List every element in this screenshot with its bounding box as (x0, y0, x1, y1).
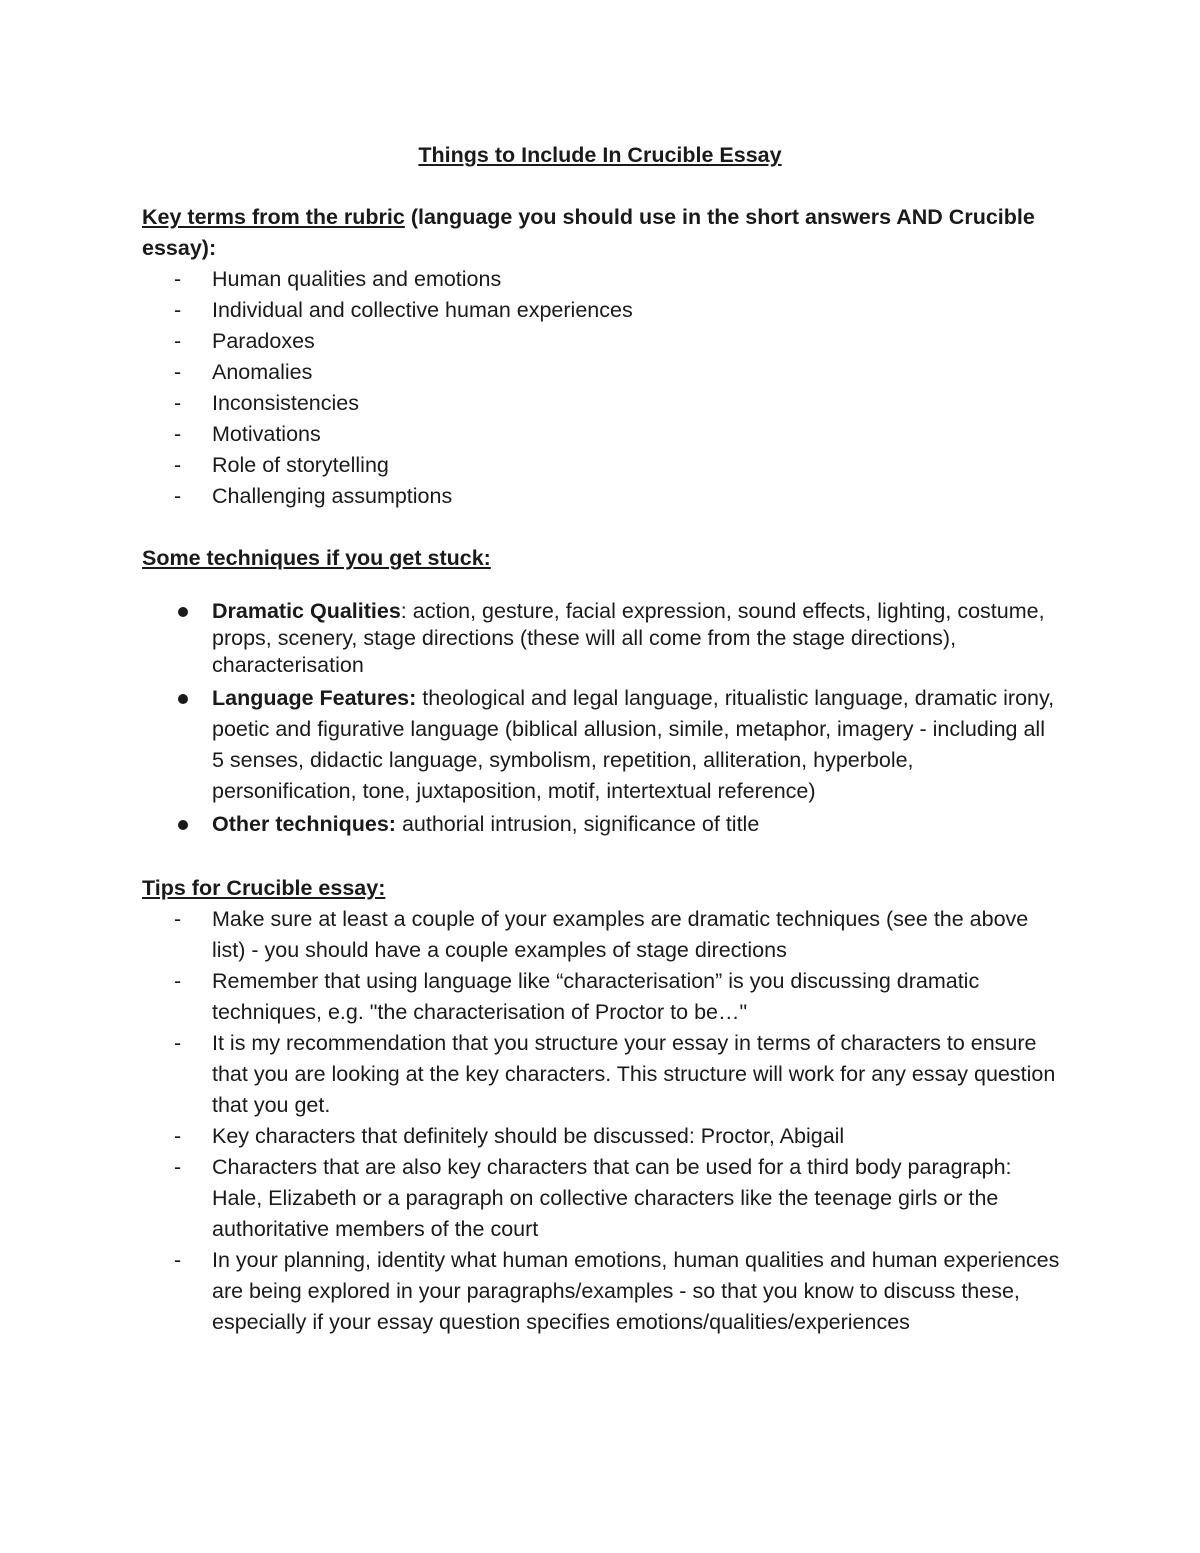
bullet-icon (178, 607, 188, 617)
techniques-list (142, 598, 1062, 838)
list-item: - Characters that are also key characters that can be used for a third body paragraph: Hale, Elizabeth or a paragraph on collective characters like the teenage girls or the authoritative members of the court (142, 1152, 1062, 1245)
key-terms-heading-underlined: Key terms from the rubric (142, 205, 405, 229)
list-item: - Anomalies (142, 357, 1062, 388)
key-terms-heading (142, 202, 1062, 264)
spacer (142, 842, 1062, 873)
spacer (142, 574, 1062, 598)
document-title: Things to Include In Crucible Essay (418, 143, 782, 167)
technique-label: Other techniques: (212, 812, 396, 836)
list-item: - Role of storytelling (142, 450, 1062, 481)
list-item: - Inconsistencies (142, 388, 1062, 419)
list-item: - It is my recommendation that you structure your essay in terms of characters to ensure that you are looking at the key characters. This structure will work for any essay question that you get. (142, 1028, 1062, 1121)
tips-heading-text: Tips for Crucible essay: (142, 876, 386, 900)
key-terms-list (142, 264, 1062, 512)
technique-text: authorial intrusion, significance of title (395, 812, 760, 836)
list-item: - Challenging assumptions (142, 481, 1062, 512)
techniques-heading (142, 543, 1062, 574)
list-item: - In your planning, identity what human emotions, human qualities and human experiences are being explored in your paragraphs/examples - so that you know to discuss these, especially if your essay question specifies emotions/qualities/experiences (142, 1245, 1062, 1338)
spacer (142, 512, 1062, 543)
technique-item-dramatic-qualities (142, 598, 1062, 679)
technique-item-other-techniques (142, 811, 1062, 838)
tips-heading (142, 873, 1062, 904)
techniques-heading-text: Some techniques if you get stuck: (142, 546, 491, 570)
bullet-icon (178, 694, 188, 704)
list-item: - Paradoxes (142, 326, 1062, 357)
list-item: - Remember that using language like “characterisation” is you discussing dramatic techniques, e.g. "the characterisation of Proctor to be…" (142, 966, 1062, 1028)
technique-label: Language Features: (212, 686, 417, 710)
list-item: - Human qualities and emotions (142, 264, 1062, 295)
tips-list (142, 904, 1062, 1338)
document-page (142, 140, 1062, 1338)
technique-item-language-features (142, 683, 1062, 807)
list-item: - Key characters that definitely should be discussed: Proctor, Abigail (142, 1121, 1062, 1152)
list-item: - Individual and collective human experiences (142, 295, 1062, 326)
list-item: - Motivations (142, 419, 1062, 450)
technique-text: theological and legal language, ritualistic language, dramatic irony, poetic and figurative language (biblical allusion, simile, metaphor, imagery - including all 5 senses, didactic language, symbolism, repetition, alliteration, hyperbole, personification, tone, juxtaposition, motif, intertextual reference) (212, 686, 1055, 803)
technique-label: Dramatic Qualities (212, 599, 401, 623)
list-item: - Make sure at least a couple of your examples are dramatic techniques (see the above list) - you should have a couple examples of stage directions (142, 904, 1062, 966)
key-terms-heading-rest: (language you should use in the short answers AND Crucible essay): (142, 205, 1035, 260)
bullet-icon (178, 820, 188, 830)
technique-text: : action, gesture, facial expression, sound effects, lighting, costume, props, scenery, stage directions (these will all come from the stage directions), characterisation (212, 599, 1045, 677)
